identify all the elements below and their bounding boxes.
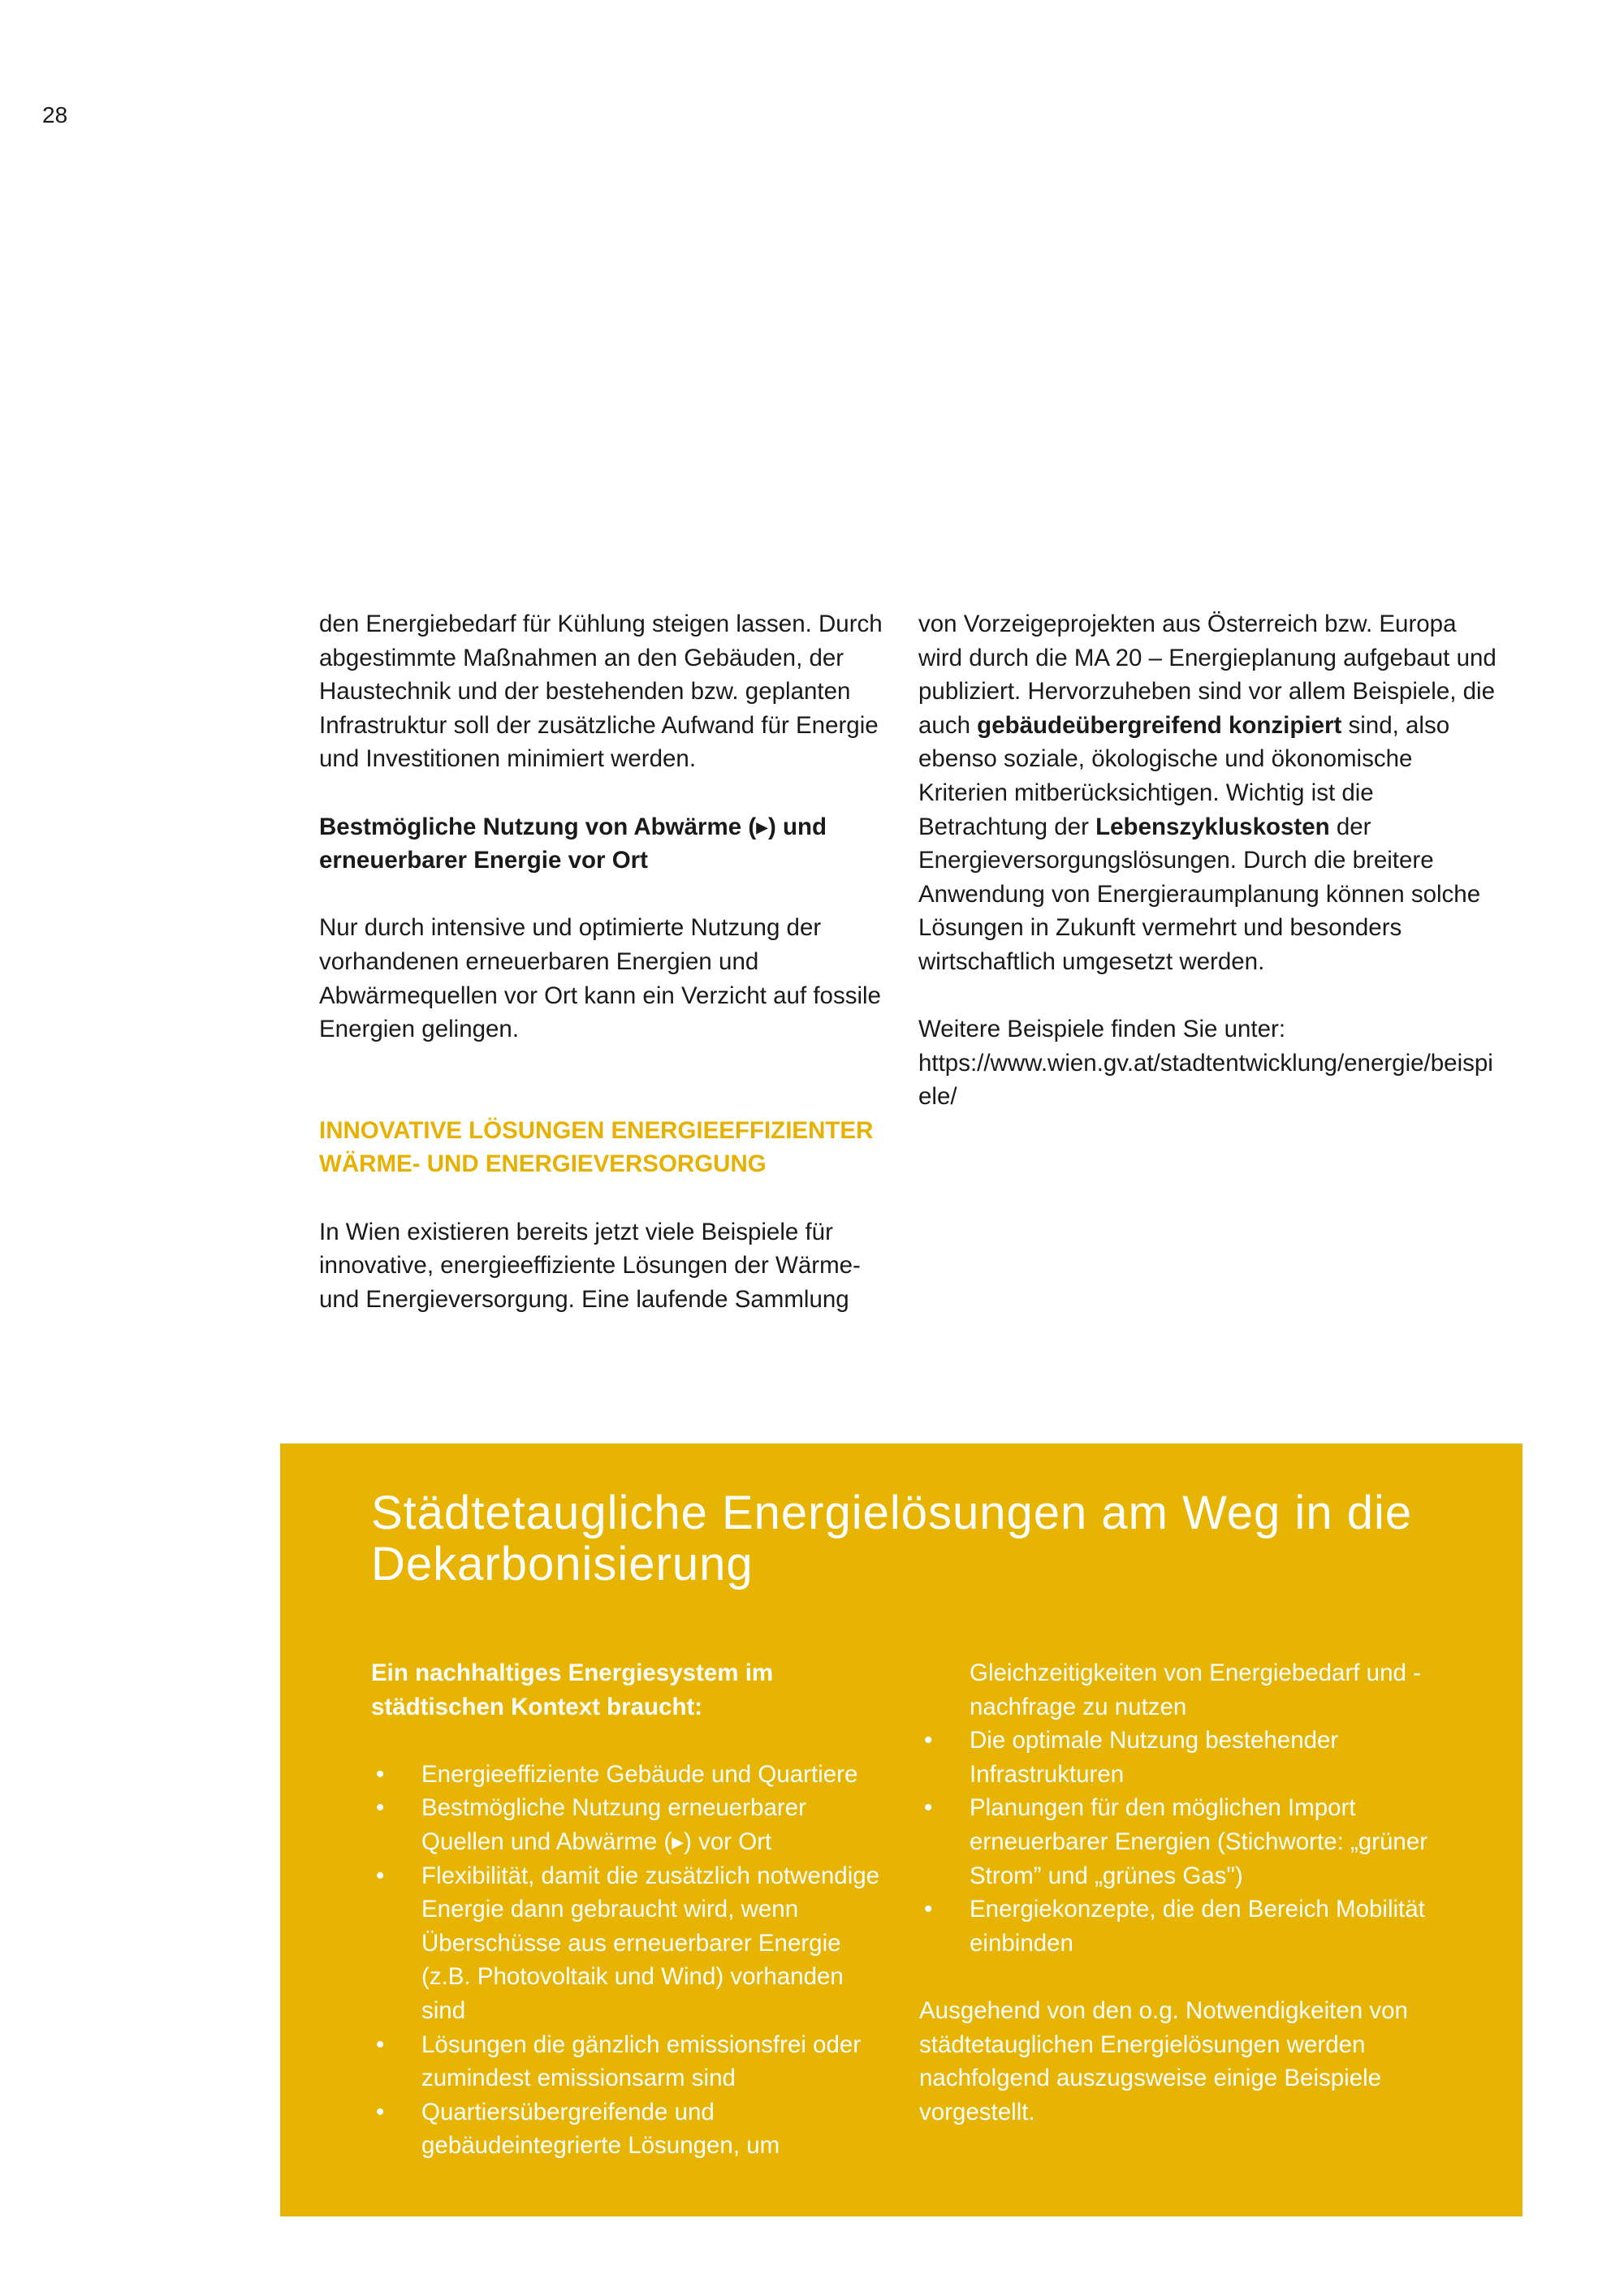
list-item: • Energieeffiziente Gebäude und Quartiere bbox=[371, 1758, 891, 1792]
bullet-icon: • bbox=[376, 2098, 385, 2126]
showcase-bold-1: gebäudeübergreifend konzipiert bbox=[977, 711, 1342, 739]
more-examples-paragraph bbox=[918, 1012, 1503, 1114]
info-box-left-column bbox=[371, 1656, 891, 2163]
list-item-continuation: Gleichzeitigkeiten von Energiebedarf und -nachfrage zu nutzen bbox=[970, 1659, 1421, 1720]
info-box-right-column bbox=[919, 1656, 1439, 2129]
examples-link[interactable]: https://www.wien.gv.at/stadtentwicklung/energie/beispiele/ bbox=[918, 1049, 1493, 1111]
list-item: • Lösungen die gänzlich emissionsfrei oder zumindest emissionsarm sind bbox=[371, 2028, 891, 2095]
bullet-icon: • bbox=[376, 1862, 385, 1889]
more-examples-label: Weitere Beispiele finden Sie unter: bbox=[918, 1016, 1286, 1043]
waste-heat-subheading: Bestmögliche Nutzung von Abwärme (▸) und erneuerbarer Energie vor Ort bbox=[319, 813, 827, 874]
info-box-title: Städtetaugliche Energielösungen am Weg in die Dekarbonisierung bbox=[371, 1487, 1413, 1590]
info-box bbox=[280, 1444, 1522, 2216]
list-item: • Flexibilität, damit die zusätzlich notwendige Energie dann gebraucht wird, wenn Überschüsse aus erneuerbarer Energie (z.B. Photovoltaik und Wind) vorhanden sind bbox=[371, 1859, 891, 2028]
bullet-icon: • bbox=[924, 1794, 933, 1822]
bullet-icon: • bbox=[924, 1896, 933, 1923]
showcase-text-3: der Energieversorgungslösungen. Durch die breitere Anwendung von Energieraumplanung können solche Lösungen in Zukunft vermehrt und besonders wirtschaftlich umgesetzt werden. bbox=[918, 813, 1481, 975]
showcase-text-2: sind, also ebenso soziale, ökologische und ökonomische Kriterien mitberücksichtigen. Wichtig ist die Betrachtung der bbox=[918, 711, 1450, 840]
page-number: 28 bbox=[42, 102, 68, 127]
list-item: • Quartiersübergreifende und gebäudeintegrierte Lösungen, um bbox=[371, 2095, 891, 2163]
list-item: • Die optimale Nutzung bestehender Infrastrukturen bbox=[919, 1724, 1439, 1791]
section-heading: INNOVATIVE LÖSUNGEN ENERGIEEFFIZIENTER WÄRME- UND ENERGIEVERSORGUNG bbox=[319, 1116, 874, 1178]
requirements-list-right bbox=[919, 1724, 1439, 1960]
showcase-bold-2: Lebenszykluskosten bbox=[1095, 813, 1330, 840]
bullet-icon: • bbox=[376, 2031, 385, 2058]
left-text-column bbox=[319, 607, 904, 1316]
right-text-column bbox=[918, 607, 1503, 1114]
requirements-list-left bbox=[371, 1758, 891, 2163]
vienna-examples-paragraph: In Wien existieren bereits jetzt viele Beispiele für innovative, energieeffiziente Lösungen der Wärme- und Energieversorgung. Eine laufende Sammlung bbox=[319, 1218, 861, 1313]
waste-heat-paragraph: Nur durch intensive und optimierte Nutzung der vorhandenen erneuerbaren Energien und Abwärmequellen vor Ort kann ein Verzicht auf fossile Energien gelingen. bbox=[319, 914, 881, 1043]
showcase-text-1: von Vorzeigeprojekten aus Österreich bzw. Europa wird durch die MA 20 – Energieplanung aufgebaut und publiziert. Hervorzuheben sind vor allem Beispiele, die auch bbox=[918, 611, 1497, 739]
list-item: • Energiekonzepte, die den Bereich Mobilität einbinden bbox=[919, 1892, 1439, 1960]
info-box-outro: Ausgehend von den o.g. Notwendigkeiten von städtetauglichen Energielösungen werden nachfolgend auszugsweise einige Beispiele vorgestellt. bbox=[919, 1996, 1408, 2126]
bullet-icon: • bbox=[376, 1760, 385, 1788]
showcase-paragraph bbox=[918, 607, 1503, 979]
list-item: • Bestmögliche Nutzung erneuerbarer Quellen und Abwärme (▸) vor Ort bbox=[371, 1791, 891, 1858]
list-item: • Planungen für den möglichen Import erneuerbarer Energien (Stichworte: „grüner Strom” und „grünes Gas") bbox=[919, 1791, 1439, 1892]
bullet-icon: • bbox=[924, 1727, 933, 1754]
bullet-icon: • bbox=[376, 1794, 385, 1822]
info-box-subtitle: Ein nachhaltiges Energiesystem im städtischen Kontext braucht: bbox=[371, 1659, 774, 1720]
intro-paragraph: den Energiebedarf für Kühlung steigen lassen. Durch abgestimmte Maßnahmen an den Gebäuden, der Haustechnik und der bestehenden bzw. geplanten Infrastruktur soll der zusätzliche Aufwand für Energie und Investitionen minimiert werden. bbox=[319, 611, 883, 773]
